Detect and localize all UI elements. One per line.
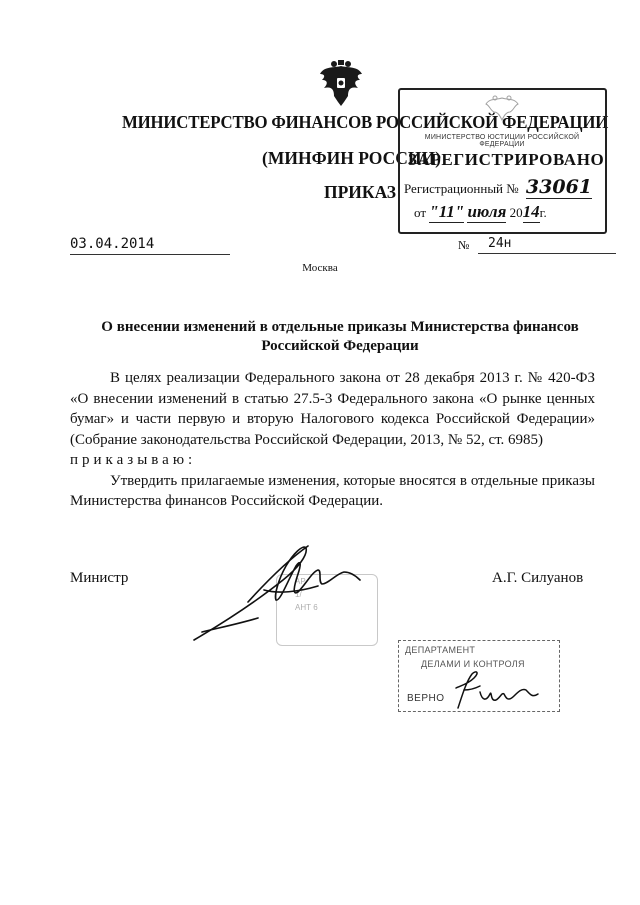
stamp-year-end: г. [539, 205, 547, 220]
faint-stamp-line-1: АР [295, 577, 306, 586]
stamp-date-month: июля [467, 202, 507, 221]
stamp-emblem-icon [482, 94, 522, 124]
document-number-label: № [458, 238, 470, 252]
document-number: 24н [478, 236, 616, 254]
document-date: 03.04.2014 [70, 236, 230, 255]
faint-stamp-line-2: 1/ [295, 590, 302, 599]
ministry-name: МИНИСТЕРСТВО ФИНАНСОВ РОССИЙСКОЙ ФЕДЕРАЦИИ [122, 112, 609, 132]
document-city: Москва [302, 262, 338, 274]
signer-position: Министр [70, 570, 129, 586]
body-paragraph-1: В целях реализации Федерального закона от 28 декабря 2013 г. № 420-ФЗ «О внесении изменений в статью 27.5-3 Федерального закона «О рынке ценных бумаг» и части первую и вторую Налогового кодекса Российской Федерации» (Собрание законодательства Российской Федерации, 2013, № 52, ст. 6985) [70, 370, 595, 448]
stamp-number-label: Регистрационный № [404, 181, 519, 196]
stamp-agency: МИНИСТЕРСТВО ЮСТИЦИИ РОССИЙСКОЙ ФЕДЕРАЦИИ [424, 134, 580, 148]
body-paragraph-2: Утвердить прилагаемые изменения, которые вносятся в отдельные приказы Министерства финансов Российской Федерации. [70, 472, 595, 509]
order-word: приказываю: [70, 452, 197, 468]
title-line-1: О внесении изменений в отдельные приказы Министерства финансов [101, 319, 579, 335]
document-title [70, 318, 610, 356]
stamp-year-prefix: 20 [509, 205, 523, 220]
stamp-date-day: "11" [429, 202, 465, 221]
stamp-status: ЗАРЕГИСТРИРОВАНО [408, 150, 605, 169]
copy-stamp-certified: ВЕРНО [407, 693, 445, 704]
ministry-short-name: (МИНФИН РОССИИ) [262, 148, 441, 168]
signer-name: А.Г. Силуанов [492, 570, 584, 586]
document-type: ПРИКАЗ [324, 182, 397, 202]
copy-stamp-line-2: ДЕЛАМИ И КОНТРОЛЯ [421, 659, 525, 669]
coat-of-arms-icon [318, 58, 364, 108]
stamp-number: 33061 [525, 176, 593, 198]
registration-stamp [398, 88, 607, 234]
title-line-2: Российской Федерации [261, 338, 419, 354]
stamp-date-prefix: от [414, 205, 427, 220]
copy-signature [450, 668, 545, 713]
stamp-date-row [414, 202, 547, 223]
minister-signature [188, 540, 363, 650]
faint-stamp-line-3: АНТ 6 [295, 603, 318, 612]
stamp-number-row [404, 176, 592, 199]
stamp-year-suffix: 14 [522, 202, 540, 221]
document-body [70, 368, 595, 512]
copy-stamp-line-1: ДЕПАРТАМЕНТ [405, 645, 476, 655]
